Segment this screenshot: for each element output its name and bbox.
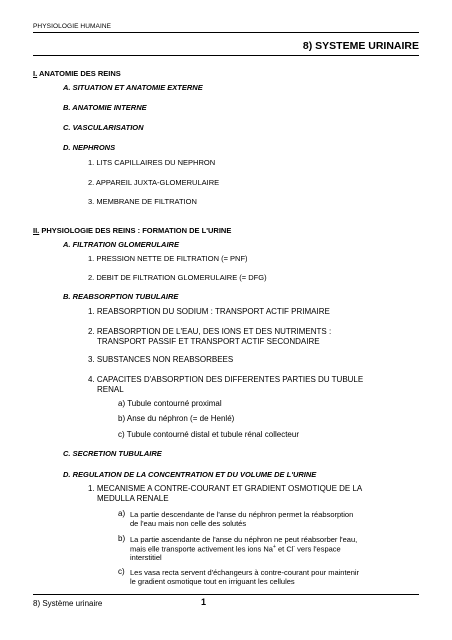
section-1-title: ANATOMIE DES REINS: [37, 69, 121, 78]
reabsorption-item-4: 4. CAPACITES D'ABSORPTION DES DIFFERENTES PARTIES DU TUBULE: [88, 375, 364, 384]
regulation-point-b-line2-a: mais elle transporte activement les ions Na: [130, 544, 273, 554]
regulation-point-c-letter: c): [118, 567, 125, 576]
chloride-charge: -: [293, 544, 296, 550]
filtration-item-2: 2. DEBIT DE FILTRATION GLOMERULAIRE (= DFG): [88, 273, 267, 282]
regulation-point-b-line2-c: vers l'espace: [295, 544, 341, 554]
section-1-sub-a: A. SITUATION ET ANATOMIE EXTERNE: [63, 83, 203, 92]
nephron-item-2: 2. APPAREIL JUXTA-GLOMERULAIRE: [88, 178, 220, 187]
section-1-sub-d: D. NEPHRONS: [63, 143, 116, 152]
tubule-sub-b: b) Anse du néphron (= de Henlé): [118, 414, 235, 423]
chapter-rule: [33, 55, 419, 56]
regulation-point-a-line1: La partie descendante de l'anse du néphron permet la réabsorption: [130, 510, 354, 519]
chapter-title: 8) SYSTEME URINAIRE: [302, 40, 419, 52]
section-1-number: I.: [33, 69, 38, 78]
reabsorption-item-2-cont: TRANSPORT PASSIF ET TRANSPORT ACTIF SECONDAIRE: [97, 337, 320, 346]
regulation-point-b-line3: interstitiel: [130, 553, 162, 562]
filtration-item-1: 1. PRESSION NETTE DE FILTRATION (= PNF): [88, 254, 248, 263]
header-rule: [33, 32, 419, 33]
regulation-item-1: 1. MECANISME A CONTRE-COURANT ET GRADIENT OSMOTIQUE DE LA: [88, 484, 363, 493]
footer-rule: [33, 594, 419, 595]
nephron-item-1: 1. LITS CAPILLAIRES DU NEPHRON: [88, 158, 216, 167]
regulation-point-b-line1: La partie ascendante de l'anse du néphron ne peut réabsorber l'eau,: [130, 535, 358, 544]
regulation-point-a-line2: de l'eau mais non celle des solutés: [130, 519, 247, 528]
reabsorption-item-4-cont: RENAL: [97, 385, 124, 394]
sodium-charge: +: [272, 544, 276, 550]
section-2-heading: [33, 226, 231, 235]
section-1-sub-b: B. ANATOMIE INTERNE: [63, 103, 147, 112]
section-2-number: II.: [33, 226, 40, 235]
section-1-heading: [33, 69, 121, 78]
tubule-sub-c: c) Tubule contourné distal et tubule rénal collecteur: [118, 430, 299, 439]
page-number: 1: [201, 597, 207, 607]
regulation-point-b-line2-b: et Cl: [275, 544, 294, 554]
section-2-sub-b: B. REABSORPTION TUBULAIRE: [63, 292, 179, 301]
nephron-item-3: 3. MEMBRANE DE FILTRATION: [88, 197, 197, 206]
reabsorption-item-1: 1. REABSORPTION DU SODIUM : TRANSPORT ACTIF PRIMAIRE: [88, 307, 330, 316]
running-header: PHYSIOLOGIE HUMAINE: [33, 23, 112, 30]
reabsorption-item-2: 2. REABSORPTION DE L'EAU, DES IONS ET DES NUTRIMENTS :: [88, 327, 332, 336]
section-2-sub-d: D. REGULATION DE LA CONCENTRATION ET DU VOLUME DE L'URINE: [63, 470, 317, 479]
reabsorption-item-3: 3. SUBSTANCES NON REABSORBEES: [88, 355, 234, 364]
regulation-point-c-line1: Les vasa recta servent d'échangeurs à contre-courant pour maintenir: [130, 568, 360, 577]
regulation-point-c-line2: le gradient osmotique tout en irriguant les cellules: [130, 577, 295, 586]
tubule-sub-a: a) Tubule contourné proximal: [118, 399, 222, 408]
section-2-sub-a: A. FILTRATION GLOMERULAIRE: [63, 240, 179, 249]
regulation-item-1-cont: MEDULLA RENALE: [97, 494, 169, 503]
section-2-title: PHYSIOLOGIE DES REINS : FORMATION DE L'URINE: [39, 226, 232, 235]
section-2-sub-c: C. SECRETION TUBULAIRE: [63, 449, 162, 458]
regulation-point-b-letter: b): [118, 534, 126, 543]
section-1-sub-c: C. VASCULARISATION: [63, 123, 144, 132]
regulation-point-a-letter: a): [118, 509, 126, 518]
footer-chapter: 8) Système urinaire: [33, 599, 103, 608]
